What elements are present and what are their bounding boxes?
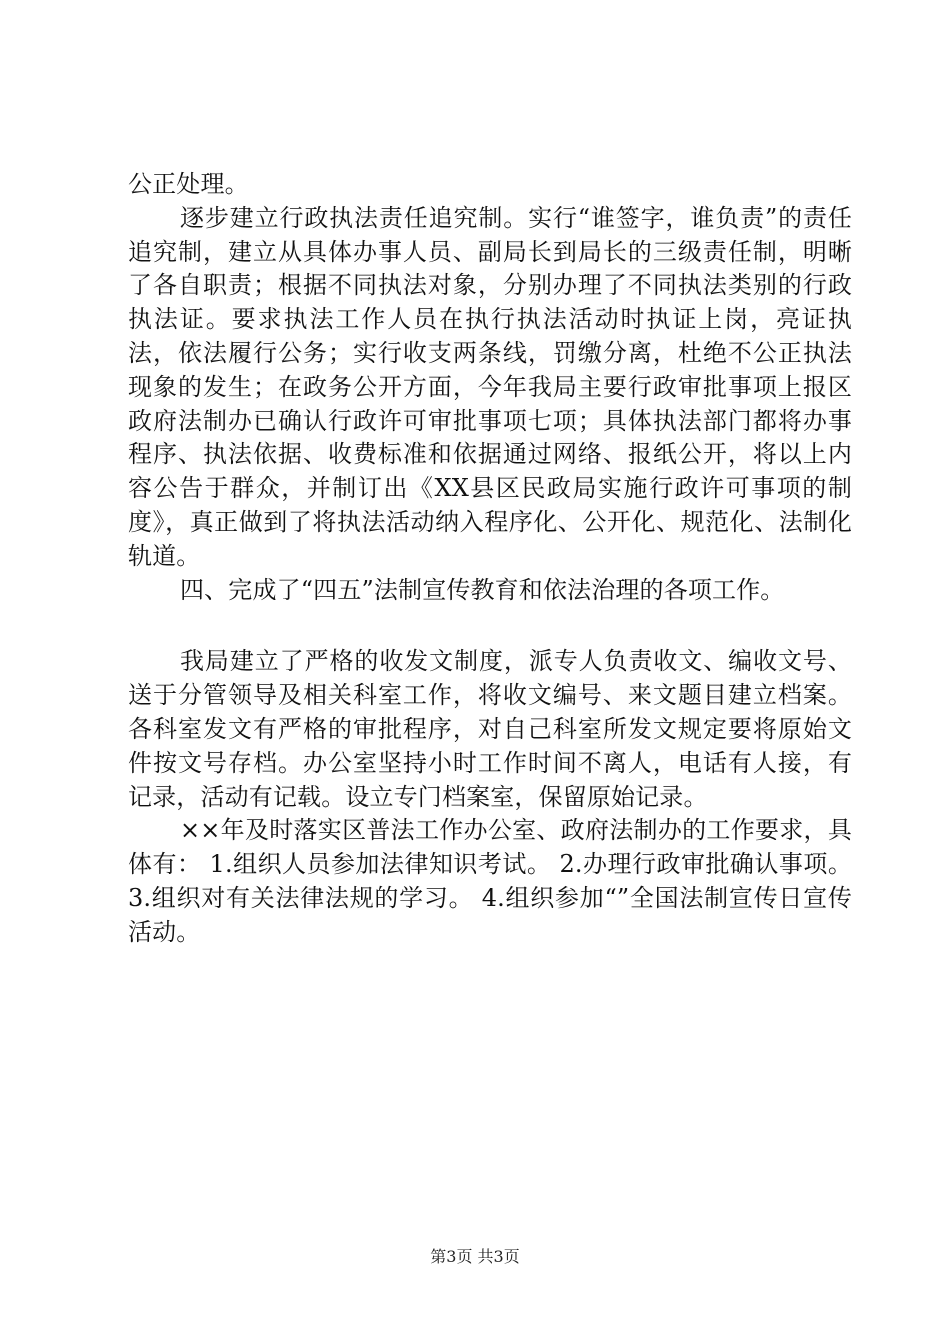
paragraph-accountability: 逐步建立行政执法责任追究制。实行“谁签字，谁负责”的责任追究制，建立从具体办事人员、副局长到局长的三级责任制，明晰了各自职责；根据不同执法对象，分别办理了不同执法类别的行政执法证。要求执法工作人员在执行执法活动时执证上岗，亮证执法，依法履行公务；实行收支两条线，罚缴分离，杜绝不公正执法现象的发生；在政务公开方面，今年我局主要行政审批事项上报区政府法制办已确认行政许可审批事项七项；具体执法部门都将办事程序、执法依据、收费标准和依据通过网络、报纸公开，将以上内容公告于群众，并制订出《XX县区民政局实施行政许可事项的制度》，真正做到了将执法活动纳入程序化、公开化、规范化、法制化轨道。 xyxy=(128,203,852,570)
paragraph-document-management: 我局建立了严格的收发文制度，派专人负责收文、编收文号、送于分管领导及相关科室工作，将收文编号、来文题目建立档案。各科室发文有严格的审批程序，对自己科室所发文规定要将原始文件按文号存档。办公室坚持小时工作时间不离人，电话有人接，有记录，活动有记载。设立专门档案室，保留原始记录。 xyxy=(128,647,852,811)
page-number-footer: 第3页 共3页 xyxy=(430,1247,520,1266)
section-heading-four: 四、完成了“四五”法制宣传教育和依法治理的各项工作。 xyxy=(180,575,785,604)
paragraph-annual-tasks: ××年及时落实区普法工作办公室、政府法制办的工作要求，具体有： 1.组织人员参加法律知识考试。 2.办理行政审批确认事项。 3.组织对有关法律法规的学习。 4.组织参加“”全国法制宣传日宣传活动。 xyxy=(128,816,852,946)
paragraph-continuation: 公正处理。 xyxy=(128,170,249,198)
paragraph-gap xyxy=(128,607,852,645)
document-body xyxy=(128,168,852,950)
